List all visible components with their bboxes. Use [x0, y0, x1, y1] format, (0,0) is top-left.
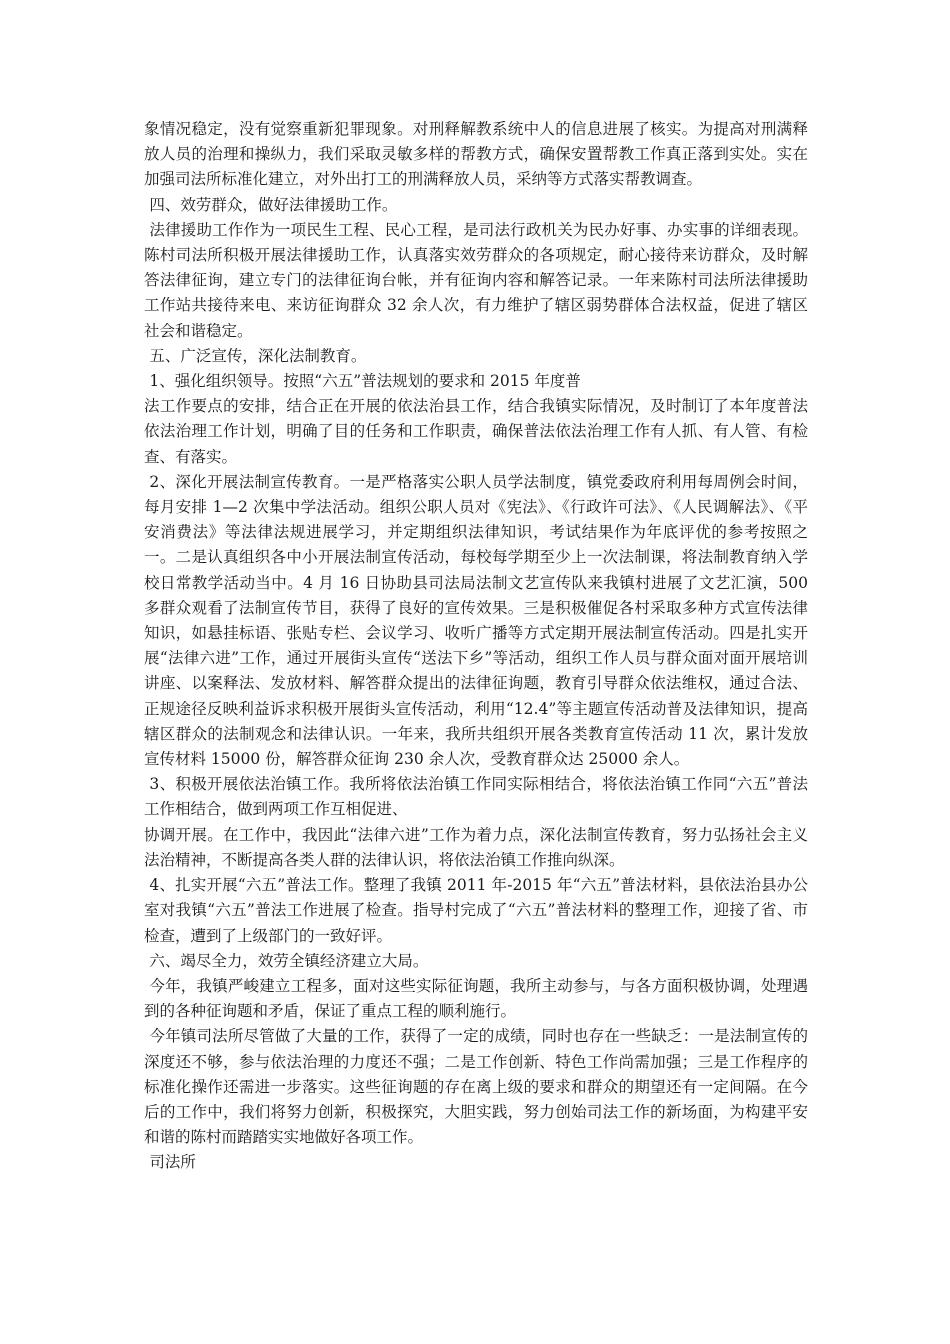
paragraph-item-3-start: 3、积极开展依法治镇工作。我所将依法治镇工作同实际相结合，将依法治镇工作同“六五”普法工作相结合，做到两项工作互相促进、 [144, 775, 808, 819]
document-page [144, 117, 808, 1176]
paragraph-item-1-start: 1、强化组织领导。按照“六五”普法规划的要求和 2015 年度普 [149, 372, 581, 391]
paragraph-major-projects: 今年，我镇严峻建立工程多，面对这些实际征询题，我所主动参与，与各方面积极协调，处理遇到的各种征询题和矛盾，保证了重点工程的顺利施行。 [144, 976, 808, 1021]
section-heading-5: 五、广泛宣传，深化法制教育。 [149, 346, 367, 365]
paragraph-item-4: 4、扎实开展“六五”普法工作。整理了我镇 2011 年-2015 年“六五”普法材料，县依法治县办公室对我镇“六五”普法工作进展了检查。指导村完成了“六五”普法材料的整理工作，迎接了省、市检查，遭到了上级部门的一致好评。 [144, 876, 808, 945]
paragraph-summary: 今年镇司法所尽管做了大量的工作，获得了一定的成绩，同时也存在一些缺乏：一是法制宣传的深度还不够，参与依法治理的力度还不强；二是工作创新、特色工作尚需加强；三是工作程序的标准化操作还需进一步落实。这些征询题的存在离上级的要求和群众的期望还有一定间隔。在今后的工作中，我们将努力创新，积极探究，大胆实践，努力创始司法工作的新场面，为构建平安和谐的陈村而踏踏实实地做好各项工作。 [144, 1027, 808, 1147]
paragraph-1: 象情况稳定，没有觉察重新犯罪现象。对刑释解教系统中人的信息进展了核实。为提高对刑满释放人员的治理和操纵力，我们采取灵敏多样的帮教方式，确保安置帮教工作真正落到实处。实在加强司法所标准化建立，对外出打工的刑满释放人员，采纳等方式落实帮教调查。 [144, 120, 808, 189]
section-heading-4: 四、效劳群众，做好法律援助工作。 [149, 195, 398, 214]
paragraph-item-3-cont: 协调开展。在工作中，我因此“法律六进”工作为着力点，深化法制宣传教育，努力弘扬社会主义法治精神，不断提高各类人群的法律认识，将依法治镇工作推向纵深。 [144, 825, 808, 869]
signature-line: 司法所 [149, 1153, 196, 1172]
paragraph-item-1-cont: 法工作要点的安排，结合正在开展的依法治县工作，结合我镇实际情况，及时制订了本年度普法依法治理工作计划，明确了目的任务和工作职责，确保普法依法治理工作有人抓、有人管、有检查、有落实。 [144, 397, 808, 466]
paragraph-legal-aid: 法律援助工作作为一项民生工程、民心工程，是司法行政机关为民办好事、办实事的详细表现。陈村司法所积极开展法律援助工作，认真落实效劳群众的各项规定，耐心接待来访群众，及时解答法律征询，建立专门的法律征询台帐，并有征询内容和解答记录。一年来陈村司法所法律援助工作站共接待来电、来访征询群众 32 余人次，有力维护了辖区弱势群体合法权益，促进了辖区社会和谐稳定。 [144, 220, 808, 340]
paragraph-item-2: 2、深化开展法制宣传教育。一是严格落实公职人员学法制度，镇党委政府利用每周例会时间，每月安排 1—2 次集中学法活动。组织公职人员对《宪法》、《行政许可法》、《人民调解法》、《平安消费法》等法律法规进展学习，并定期组织法律知识，考试结果作为年底评优的参考按照之一。二是认真组织各中小开展法制宣传活动，每校每学期至少上一次法制课，将法制教育纳入学校日常教学活动当中。4 月 16 日协助县司法局法制文艺宣传队来我镇村进展了文艺汇演，500 多群众观看了法制宣传节目，获得了良好的宣传效果。三是积极催促各村采取多种方式宣传法律知识，如悬挂标语、张贴专栏、会议学习、收听广播等方式定期开展法制宣传活动。四是扎实开展“法律六进”工作，通过开展街头宣传“送法下乡”等活动，组织工作人员与群众面对面开展培训讲座、以案释法、发放材料、解答群众提出的法律征询题，教育引导群众依法维权，通过合法、正规途径反映利益诉求积极开展街头宣传活动，利用“12.4”等主题宣传活动普及法律知识，提高辖区群众的法制观念和法律认识。一年来，我所共组织开展各类教育宣传活动 11 次，累计发放宣传材料 15000 份，解答群众征询 230 余人次，受教育群众达 25000 余人。 [144, 472, 808, 769]
section-heading-6: 六、竭尽全力，效劳全镇经济建立大局。 [149, 951, 429, 970]
